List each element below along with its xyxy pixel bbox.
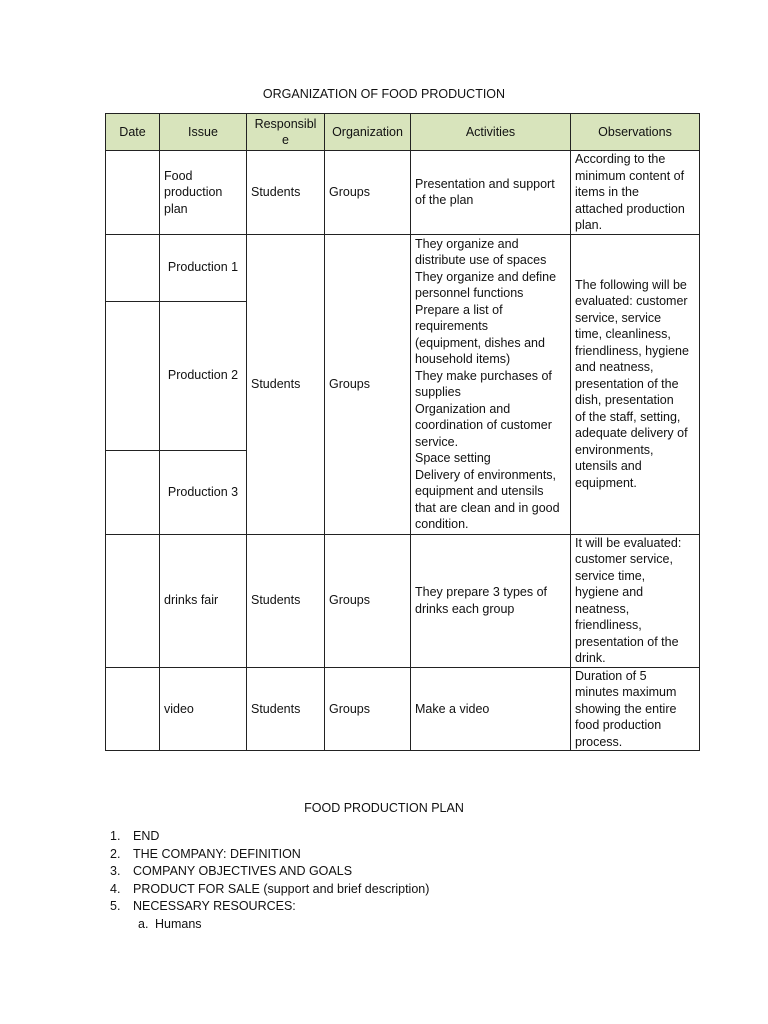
header-organization: Organization xyxy=(325,114,411,151)
observations-cell: The following will be evaluated: customer service, service time, cleanliness, friendliness, hygiene and neatness, presentation of the dish, presentation of the staff, setting, adequate delivery of environments, utensils and equipment. xyxy=(571,234,700,534)
list-item-number: 2. xyxy=(110,846,121,861)
list-item-number: 1. xyxy=(110,829,121,843)
date-cell xyxy=(106,534,160,667)
activities-cell: Make a video xyxy=(411,667,571,751)
table-row xyxy=(106,667,700,751)
observations-cell: Duration of 5 minutes maximum showing the entire food production process. xyxy=(571,667,700,751)
header-responsible: Responsibl e xyxy=(247,114,325,151)
plan-title: FOOD PRODUCTION PLAN xyxy=(304,801,464,815)
list-item-text: THE COMPANY: DEFINITION xyxy=(133,846,301,861)
list-item-text: END xyxy=(133,829,160,843)
responsible-cell: Students xyxy=(247,667,325,751)
activities-cell: They prepare 3 types of drinks each group xyxy=(411,534,571,667)
date-cell xyxy=(106,151,160,235)
organization-cell: Groups xyxy=(325,151,411,235)
responsible-cell: Students xyxy=(247,151,325,235)
organization-cell: Groups xyxy=(325,534,411,667)
activities-cell: They organize and distribute use of spaces They organize and define personnel functions Prepare a list of requirements (equipment, dishes and household items) They make purchases of supplies Organization and coordination of customer service. Space setting Delivery of environments, equipment and utensils that are clean and in good condition. xyxy=(411,234,571,534)
header-date: Date xyxy=(106,114,160,151)
issue-cell: Production 1 xyxy=(160,234,247,301)
page-title: ORGANIZATION OF FOOD PRODUCTION xyxy=(262,87,506,101)
issue-cell: Production 3 xyxy=(160,450,247,534)
list-item xyxy=(110,863,670,881)
issue-cell: Food production plan xyxy=(160,151,247,235)
table-row xyxy=(106,151,700,235)
activities-cell: Presentation and support of the plan xyxy=(411,151,571,235)
sub-list-item xyxy=(110,916,670,934)
list-item xyxy=(110,898,670,916)
header-issue: Issue xyxy=(160,114,247,151)
list-item-number: 4. xyxy=(110,881,121,896)
list-item xyxy=(110,846,670,864)
list-item xyxy=(110,881,670,899)
date-cell xyxy=(106,667,160,751)
issue-cell: drinks fair xyxy=(160,534,247,667)
list-item-number: 3. xyxy=(110,864,121,878)
date-cell xyxy=(106,301,160,450)
header-activities: Activities xyxy=(411,114,571,151)
table-row xyxy=(106,234,700,301)
list-item xyxy=(110,828,670,846)
issue-cell: video xyxy=(160,667,247,751)
plan-list xyxy=(110,828,670,933)
observations-cell: According to the minimum content of items in the attached production plan. xyxy=(571,151,700,235)
list-item-text: PRODUCT FOR SALE (support and brief description) xyxy=(133,881,430,896)
list-item-text: NECESSARY RESOURCES: xyxy=(133,899,296,913)
organization-cell: Groups xyxy=(325,234,411,534)
observations-cell: It will be evaluated: customer service, service time, hygiene and neatness, friendliness, presentation of the drink. xyxy=(571,534,700,667)
responsible-cell: Students xyxy=(247,534,325,667)
table-row xyxy=(106,534,700,667)
organization-cell: Groups xyxy=(325,667,411,751)
sub-list-item-letter: a. xyxy=(138,916,149,931)
date-cell xyxy=(106,450,160,534)
date-cell xyxy=(106,234,160,301)
food-production-table xyxy=(105,113,700,751)
issue-cell: Production 2 xyxy=(160,301,247,450)
table-header-row xyxy=(106,114,700,151)
responsible-cell: Students xyxy=(247,234,325,534)
list-item-text: COMPANY OBJECTIVES AND GOALS xyxy=(133,864,353,878)
sub-list-item-text: Humans xyxy=(155,916,202,931)
list-item-number: 5. xyxy=(110,899,121,913)
header-observations: Observations xyxy=(571,114,700,151)
